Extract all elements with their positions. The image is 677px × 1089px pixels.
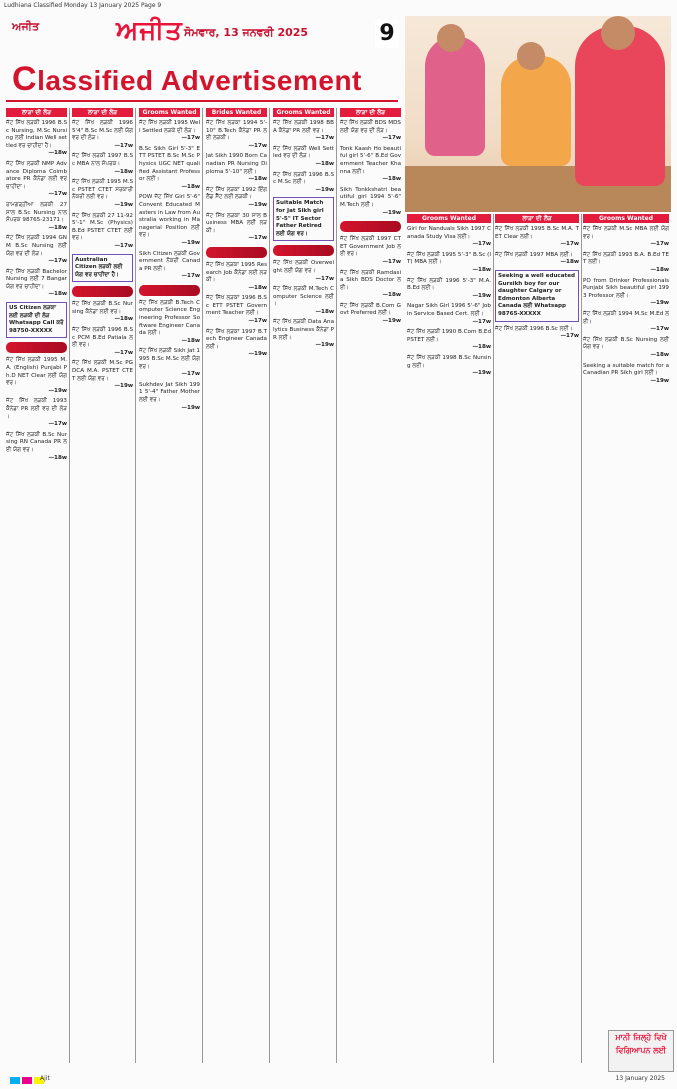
figure-head-right: [601, 16, 635, 50]
classified-ad: [583, 252, 669, 275]
ad-text: B.Sc Sikh Girl 5'-3" ETT PSTET B.Sc M.Sc Physics UGC NET qualified Assistant Professor ਲਈ।: [139, 145, 200, 183]
classified-ad: [340, 146, 401, 184]
column-divider: [69, 108, 70, 1063]
matrimonial-badge-icon: [273, 245, 334, 256]
ad-code: —18w: [650, 351, 669, 358]
ad-text: ਜੱਟ ਸਿੱਖ ਲੜਕੀ 1998 B.Sc Nursing ਲਈ।: [407, 354, 491, 369]
boxed-ad: US Citizen ਲੜਕਾ ਲਈ ਲੜਕੀ ਦੀ ਲੋੜ Whatsapp Call ਕਰੋ 98750-XXXXX: [6, 302, 67, 338]
column-heading: ਲਾੜਾ ਦੀ ਲੋੜ: [340, 108, 401, 117]
figure-woman-right: [575, 26, 665, 186]
classified-ad: [6, 120, 67, 158]
ad-text: Girl for Nanduals Sikh 1997 Canada Study Visa ਲਈ।: [407, 226, 491, 240]
classified-ad: [139, 194, 200, 247]
classified-ad: [273, 146, 334, 169]
ad-text: Tonk Kaash Ho beautiful girl 5'-6" B.Ed Government Teacher Khanna ਲਈ।: [340, 145, 401, 175]
ad-code: —19w: [315, 342, 334, 349]
ad-code: —19w: [181, 404, 200, 411]
column-heading: ਲਾੜਾ ਦੀ ਲੋੜ: [72, 108, 133, 117]
ad-code: —17w: [560, 333, 579, 340]
classified-ad: [6, 357, 67, 395]
classified-ad: [6, 432, 67, 462]
cyan-swatch: [10, 1077, 20, 1084]
classified-ad: [206, 262, 267, 292]
ad-text: ਜੱਟ ਸਿੱਖ ਲੜਕਾ 1992 ਇੰਗਲੈਂਡ ਸੈੱਟ ਲਈ ਲੜਕੀ।: [206, 186, 267, 201]
ad-code: —18w: [472, 266, 491, 273]
ad-text: ਜੱਟ ਸਿੱਖ ਲੜਕੀ 1996 5'4" B.Sc M.Sc ਲਈ ਯੋਗ ਵਰ ਦੀ ਲੋੜ।: [72, 120, 133, 142]
ad-code: —17w: [48, 191, 67, 198]
ad-text: ਜੱਟ ਸਿੱਖ ਲੜਕਾ 1994 5'-10" B.Tech ਕੈਨੇਡਾ PR ਲਈ ਲੜਕੀ।: [206, 120, 267, 142]
figure-head-middle: [517, 42, 545, 70]
footer-right: 13 January 2025: [615, 1075, 665, 1082]
ad-text: ਜੱਟ ਸਿੱਖ ਲੜਕੀ 1993 B.A. B.Ed TET ਲਈ।: [583, 251, 669, 266]
classified-ad: [139, 251, 200, 281]
classified-ad: [6, 235, 67, 265]
column-heading: Grooms Wanted: [407, 214, 491, 223]
ad-text: ਜੱਟ ਸਿੱਖ ਲੜਕੀ Sikh Jat 1995 B.Sc M.Sc ਲਈ ਯੋਗ ਵਰ।: [139, 348, 200, 370]
classified-ad: [206, 187, 267, 210]
ad-text: ਜੱਟ ਸਿੱਖ ਲੜਕੀ Bachelor Nursing ਲਈ 7 Bangar ਯੋਗ ਵਰ ਚਾਹੀਦਾ।: [6, 268, 67, 290]
matrimonial-badge-icon: [72, 286, 133, 297]
classified-ad: [206, 295, 267, 325]
ad-code: —17w: [248, 142, 267, 149]
column-heading: Grooms Wanted: [139, 108, 200, 117]
ad-code: —18w: [181, 337, 200, 344]
ad-text: ਜੱਟ ਸਿੱਖ ਲੜਕੀ NMP Advance Diploma Coimbatore PR ਕੈਨੇਡਾ ਲਈ ਵਰ ਚਾਹੀਦਾ।: [6, 160, 67, 190]
ad-code: —19w: [472, 370, 491, 377]
classified-ad: [583, 226, 669, 249]
ad-text: ਜੱਟ ਸਿੱਖ ਲੜਕੀ 1997 CTET Government Job ਲਈ ਵਰ।: [340, 236, 401, 258]
ad-text: ਜੱਟ ਸਿੱਖ ਲੜਕੀ Ramdasia Sikh BDS Doctor ਲਈ।: [340, 269, 401, 291]
column-heading: Grooms Wanted: [273, 108, 334, 117]
classified-ad: [273, 319, 334, 349]
ad-code: —18w: [382, 176, 401, 183]
classified-ad: [139, 120, 200, 143]
classified-ad: [407, 252, 491, 275]
column-heading: ਲਾੜਾ ਦੀ ਲੋੜ: [495, 214, 579, 223]
ad-code: —17w: [248, 235, 267, 242]
hero-illustration: [405, 16, 671, 212]
boxed-ad: Seeking a well educated Gursikh boy for our daughter Calgary or Edmonton Alberta Canada ਲਈ Whatsapp 98765-XXXXX: [495, 270, 579, 322]
classified-ad: [72, 327, 133, 357]
classified-ad: [340, 270, 401, 300]
ad-code: —18w: [48, 291, 67, 298]
promo-box: ਮਾਨੀ ਜਿਲ੍ਹੇ ਵਿਖੇ ਵਿਗਿਆਪਨ ਲਈ: [608, 1030, 674, 1072]
classified-ad: [273, 172, 334, 195]
ad-text: ਜੱਟ ਸਿੱਖ ਲੜਕੀ 1995 M.A. (English) Punjabi Ph.D NET Clear ਲਈ ਯੋਗ ਵਰ।: [6, 357, 67, 387]
ad-code: —17w: [114, 242, 133, 249]
ad-code: —17w: [181, 273, 200, 280]
classified-ad: [340, 187, 401, 217]
classified-ad: [72, 153, 133, 176]
ad-text: ਜੱਟ ਸਿੱਖ ਲੜਕੀ 1998 BBA ਕੈਨੇਡਾ PR ਲਈ ਵਰ।: [273, 120, 334, 134]
ad-code: —19w: [248, 201, 267, 208]
ad-text: ਜੱਟ ਸਿੱਖ ਲੜਕੀ B.Sc Nursing ਲਈ ਯੋਗ ਵਰ।: [583, 336, 669, 351]
classified-ad: [340, 236, 401, 266]
ad-text: ਜੱਟ ਸਿੱਖ ਲੜਕੀ 27 11-92 5'-1" M.Sc (Physics) B.Ed PSTET CTET ਲਈ ਵਰ।: [72, 212, 133, 242]
ad-code: —18w: [48, 150, 67, 157]
classified-column: [139, 108, 200, 1063]
classified-ad: [6, 202, 67, 232]
classified-ad: [273, 286, 334, 316]
ad-text: Seeking a suitable match for a Canadian PR Sikh girl ਲਈ।: [583, 362, 669, 377]
ad-code: —19w: [114, 383, 133, 390]
ad-text: ਜੱਟ ਸਿੱਖ ਲੜਕੀ 1994 M.Sc M.Ed ਲਈ।: [583, 310, 669, 325]
magenta-swatch: [22, 1077, 32, 1084]
footer-left: Ajit: [40, 1075, 50, 1082]
boxed-ad: Suitable Match for Jat Sikh girl 5'-5" IT Sector Father Retired ਲਈ ਯੋਗ ਵਰ।: [273, 197, 334, 241]
classified-ad: [72, 360, 133, 390]
ad-code: —19w: [248, 351, 267, 358]
ad-text: ਜੱਟ ਸਿੱਖ ਲੜਕੀ 1995 Well Settled ਲੜਕੇ ਦੀ ਲੋੜ।: [139, 120, 200, 134]
section-title-rest: lassified Advertisement: [37, 65, 362, 96]
ad-code: —18w: [114, 168, 133, 175]
ad-code: —18w: [315, 308, 334, 315]
ad-text: Sikh Citizen ਲੜਕੀ Government ਨੌਕਰੀ Canada PR ਲਈ।: [139, 250, 200, 272]
classified-column-right: [407, 214, 491, 1063]
ad-code: —19w: [315, 186, 334, 193]
ad-text: Jat Sikh 1990 Born Canadian PR Nursing Diploma 5'-10" ਲਈ।: [206, 153, 267, 175]
classified-ad: [495, 252, 579, 267]
ad-text: ਜੱਟ ਸਿੱਖ ਲੜਕੀ 1995 5'-3" B.Sc (IT) MBA ਲਈ।: [407, 251, 491, 266]
ad-text: ਜੱਟ ਸਿੱਖ ਲੜਕੀ BDS MDS ਲਈ ਯੋਗ ਵਰ ਦੀ ਲੋੜ।: [340, 120, 401, 134]
classified-ad: [139, 146, 200, 192]
ad-code: —17w: [248, 318, 267, 325]
ad-text: ਜੱਟ ਸਿੱਖ ਲੜਕੀ 1993 ਕੈਨੇਡਾ PR ਲਈ ਵਰ ਦੀ ਲੋੜ।: [6, 398, 67, 420]
classified-ad: [206, 120, 267, 150]
ad-code: —17w: [560, 241, 579, 248]
classified-ad: [273, 120, 334, 143]
matrimonial-badge-icon: [340, 221, 401, 232]
classified-ad: [6, 161, 67, 199]
ad-text: ਜੱਟ ਸਿੱਖ ਲੜਕੀ Data Analytics Business ਕੈਨੇਡਾ PR ਲਈ।: [273, 319, 334, 341]
ad-code: —17w: [114, 142, 133, 149]
column-divider: [269, 108, 270, 1063]
classified-column-right: [495, 214, 579, 1063]
ad-text: ਜੱਟ ਸਿੱਖ ਲੜਕੀ 1997 B.Sc MBA ਨਾਲ ਸੰਪਰਕ।: [72, 153, 133, 167]
column-divider: [202, 108, 203, 1063]
column-divider: [493, 214, 494, 1063]
classified-ad: [583, 311, 669, 334]
ad-text: ਜੱਟ ਸਿੱਖ ਲੜਕੀ 1996 B.Sc ਲਈ।: [495, 325, 573, 332]
ad-code: —17w: [382, 258, 401, 265]
ad-code: —17w: [181, 135, 200, 142]
ad-code: —18w: [248, 176, 267, 183]
classified-ad: [340, 303, 401, 326]
ad-code: —19w: [48, 387, 67, 394]
ad-code: —17w: [472, 241, 491, 248]
matrimonial-badge-icon: [206, 247, 267, 258]
classified-ad: [407, 303, 491, 326]
classified-ad: [273, 260, 334, 283]
ad-code: —17w: [181, 371, 200, 378]
matrimonial-badge-icon: [6, 342, 67, 353]
classified-ad: [206, 213, 267, 243]
ad-code: —18w: [315, 160, 334, 167]
classified-ad: [6, 398, 67, 428]
figure-head-left: [437, 24, 465, 52]
ad-text: ਜੱਟ ਸਿੱਖ ਲੜਕੀ 1995 B.Sc M.A. TET Clear ਲਈ।: [495, 226, 579, 240]
section-title: [12, 60, 362, 99]
column-divider: [581, 214, 582, 1063]
classified-ad: [139, 382, 200, 412]
ad-code: —19w: [650, 300, 669, 307]
ad-code: —19w: [382, 209, 401, 216]
column-heading: Grooms Wanted: [583, 214, 669, 223]
ad-text: PO from Drinker Professionals Punjabi Sikh beautiful girl 1993 Professor ਲਈ।: [583, 277, 669, 299]
ad-code: —18w: [181, 183, 200, 190]
ad-text: ਜੱਟ ਸਿੱਖ ਲੜਕੀ 1994 GNM B.Sc Nursing ਲਈ ਯੋਗ ਵਰ ਦੀ ਲੋੜ।: [6, 235, 67, 257]
masthead: [6, 16, 399, 102]
ad-code: —17w: [315, 275, 334, 282]
ad-text: POW ਜੱਟ ਸਿੱਖ Girl 5'-6" Convent Educated Masters in Law from Australia working in Managerial Position ਲਈ ਵਰ।: [139, 194, 200, 239]
ad-text: ਜੱਟ ਸਿੱਖ ਲੜਕੀ B.Sc Nursing ਕੈਨੇਡਾ ਲਈ ਵਰ।: [72, 301, 133, 315]
figure-woman-left: [425, 36, 485, 156]
ad-text: ਜੱਟ ਸਿੱਖ ਲੜਕੀ 1997 MBA ਲਈ।: [495, 251, 573, 258]
page-number: 9: [375, 20, 399, 48]
column-divider: [135, 108, 136, 1063]
ad-code: —17w: [315, 135, 334, 142]
ad-code: —17w: [650, 241, 669, 248]
ad-code: —18w: [114, 316, 133, 323]
ad-text: ਜੱਟ ਸਿੱਖ ਲੜਕੀ Overweight ਲਈ ਯੋਗ ਵਰ।: [273, 260, 334, 274]
ad-text: ਜੱਟ ਸਿੱਖ ਲੜਕੀ M.Tech Computer Science ਲਈ।: [273, 286, 334, 308]
ad-code: —18w: [382, 292, 401, 299]
ad-code: —18w: [650, 266, 669, 273]
ad-text: ਜੱਟ ਸਿੱਖ ਲੜਕੀ M.Sc PGDCA M.A. PSTET CTET ਲਈ ਯੋਗ ਵਰ।: [72, 360, 133, 382]
ad-code: —19w: [382, 318, 401, 325]
classified-ad: [139, 300, 200, 346]
classified-ad: [407, 355, 491, 378]
classified-ad: [583, 278, 669, 308]
classified-ad: [583, 337, 669, 360]
ad-text: ਜੱਟ ਸਿੱਖ ਲੜਕੀ B.Tech Computer Science Engineering Professor Software Engineer Canada ਲਈ।: [139, 299, 200, 337]
ad-code: —17w: [114, 349, 133, 356]
ad-code: —19w: [650, 377, 669, 384]
ad-text: ਜੱਟ ਸਿੱਖ ਲੜਕਾ 30 ਸਾਲ Business MBA ਲਈ ਲੜਕੀ।: [206, 212, 267, 234]
ad-text: ਜੱਟ ਸਿੱਖ ਲੜਕਾ 1997 B.Tech Engineer Canada ਲਈ।: [206, 328, 267, 350]
classified-column: [206, 108, 267, 1063]
ad-code: —18w: [560, 259, 579, 266]
column-heading: Brides Wanted: [206, 108, 267, 117]
figure-woman-middle: [501, 56, 571, 166]
ad-text: ਜੱਟ ਸਿੱਖ ਲੜਕੀ M.Sc MBA ਲਈ ਯੋਗ ਵਰ।: [583, 226, 669, 240]
classified-ad: [495, 226, 579, 249]
classified-ad: [407, 278, 491, 301]
ad-code: —17w: [48, 421, 67, 428]
ad-text: ਜੱਟ ਸਿੱਖ ਲੜਕੀ 1996 B.Sc M.Sc ਲਈ।: [273, 171, 334, 186]
classified-ad: [72, 213, 133, 251]
classified-ad: [72, 179, 133, 209]
column-divider: [336, 108, 337, 1063]
ad-text: ਜੱਟ ਸਿੱਖ ਲੜਕਾ 1995 Research Job ਕੈਨੇਡਾ ਲਈ ਲੜਕੀ।: [206, 261, 267, 284]
ad-code: —17w: [650, 326, 669, 333]
ad-code: —17w: [472, 318, 491, 325]
classified-ad: [407, 226, 491, 249]
ad-text: ਜੱਟ ਸਿੱਖ ਲੜਕੀ B.Sc Nursing RN Canada PR ਲਈ ਯੋਗ ਵਰ।: [6, 431, 67, 453]
ad-text: ਜੱਟ ਸਿੱਖ ਲੜਕੀ 1996 5'-3" M.A. B.Ed ਲਈ।: [407, 277, 491, 292]
ad-text: ਰਾਮਗੜ੍ਹੀਆ ਲੜਕੀ 27 ਸਾਲ B.Sc Nursing ਨਾਲ ਸੰਪਰਕ 98765-23171।: [6, 201, 67, 224]
classified-column: [340, 108, 401, 1063]
classified-ad: [206, 153, 267, 183]
ad-code: —18w: [48, 454, 67, 461]
classified-ad: [72, 120, 133, 150]
ad-text: ਜੱਟ ਸਿੱਖ ਲੜਕੀ 1990 B.Com B.Ed PSTET ਲਈ।: [407, 329, 491, 343]
classified-ad: [72, 301, 133, 324]
ad-code: —17w: [48, 258, 67, 265]
ad-code: —18w: [472, 344, 491, 351]
ad-code: —19w: [181, 239, 200, 246]
color-registration-swatches: [10, 1077, 44, 1084]
ad-text: ਜੱਟ ਸਿੱਖ ਲੜਕੀ 1996 B.Sc PCM B.Ed Patiala ਲਈ ਵਰ।: [72, 327, 133, 349]
page-footer: [0, 1073, 677, 1089]
ad-text: Sukhdev Jat Sikh 1991 5'-4" Father Mother ਲਈ ਵਰ।: [139, 381, 200, 403]
classified-ad: [206, 329, 267, 359]
classified-column-right: [583, 214, 669, 1063]
issue-date: ਸੋਮਵਾਰ, 13 ਜਨਵਰੀ 2025: [184, 26, 309, 39]
ad-text: Nagar Sikh Girl 1996 5'-6" Job in Service Based Cert. ਲਈ।: [407, 303, 491, 317]
ad-code: —18w: [48, 224, 67, 231]
boxed-ad: Australian Citizen ਲੜਕੀ ਲਈ ਯੋਗ ਵਰ ਚਾਹੀਦਾ ਹੈ।: [72, 254, 133, 283]
ad-code: —19w: [114, 201, 133, 208]
ad-code: —18w: [248, 284, 267, 291]
classified-ad: [340, 120, 401, 143]
brand-logo: ਅਜੀਤ: [116, 16, 183, 46]
paper-name: ਅਜੀਤ: [12, 20, 39, 33]
masthead-rule: [6, 100, 398, 102]
ad-text: ਜੱਟ ਸਿੱਖ ਲੜਕਾ 1996 B.Sc ETT PSTET Government Teacher ਲਈ।: [206, 295, 267, 317]
classified-ad: [495, 326, 579, 341]
section-title-initial: C: [12, 60, 38, 98]
classified-column: [6, 108, 67, 1063]
classified-ad: [583, 363, 669, 386]
classified-ad: [6, 269, 67, 299]
ad-code: —19w: [472, 292, 491, 299]
ad-text: Sikh Tonkkshatri beautiful girl 1994 5'-6" M.Tech ਲਈ।: [340, 186, 401, 208]
classified-column: [273, 108, 334, 1063]
ad-text: ਜੱਟ ਸਿੱਖ ਲੜਕੀ 1995 M.Sc PSTET CTET ਸਰਕਾਰੀ ਨੌਕਰੀ ਲਈ ਵਰ।: [72, 179, 133, 201]
matrimonial-badge-icon: [139, 285, 200, 296]
ad-text: ਜੱਟ ਸਿੱਖ ਲੜਕੀ B.Com Govt Preferred ਲਈ।: [340, 302, 401, 317]
print-line: Ludhiana Classified Monday 13 January 2025 Page 9: [4, 2, 162, 9]
column-heading: ਲਾੜਾ ਦੀ ਲੋੜ: [6, 108, 67, 117]
classified-ad: [407, 329, 491, 352]
ad-code: —17w: [382, 135, 401, 142]
ad-text: ਜੱਟ ਸਿੱਖ ਲੜਕੀ Well Settled ਵਰ ਦੀ ਲੋੜ।: [273, 145, 334, 160]
classified-column: [72, 108, 133, 1063]
ad-text: ਜੱਟ ਸਿੱਖ ਲੜਕੀ 1996 B.Sc Nursing, M.Sc Nursing ਲਈ Indian Well settled ਵਰ ਚਾਹੀਦਾ ਹੈ।: [6, 120, 67, 149]
classified-ad: [139, 348, 200, 378]
